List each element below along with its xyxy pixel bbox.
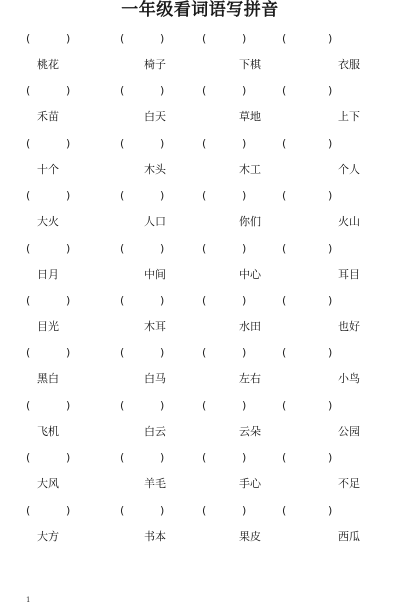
vocab-word: 黑白 xyxy=(37,372,59,386)
pinyin-blank-close: ) xyxy=(160,32,165,45)
vocab-word: 西瓜 xyxy=(338,529,360,543)
pinyin-blank-close: ) xyxy=(328,346,333,360)
pinyin-blank-close: ) xyxy=(66,241,71,255)
pinyin-blank-close: ) xyxy=(242,451,247,465)
pinyin-blank-open: ( xyxy=(282,398,287,412)
pinyin-blank-open: ( xyxy=(26,398,31,412)
pinyin-blank-open: ( xyxy=(202,398,207,412)
pinyin-blank-close: ) xyxy=(66,32,71,45)
vocab-word: 公园 xyxy=(338,424,360,438)
vocab-word: 禾苗 xyxy=(37,110,59,124)
pinyin-blank-open: ( xyxy=(202,136,207,150)
pinyin-blank-close: ) xyxy=(242,398,247,412)
pinyin-blank-close: ) xyxy=(328,84,333,98)
pinyin-blank-open: ( xyxy=(202,84,207,98)
pinyin-blank-close: ) xyxy=(328,451,333,465)
pinyin-blank-close: ) xyxy=(242,241,247,255)
pinyin-blank-close: ) xyxy=(160,346,165,360)
pinyin-blank-open: ( xyxy=(26,503,31,517)
vocab-word: 十个 xyxy=(37,162,59,176)
pinyin-blank-close: ) xyxy=(242,346,247,360)
vocab-word: 火山 xyxy=(338,215,360,229)
pinyin-blank-close: ) xyxy=(242,294,247,307)
pinyin-blank-close: ) xyxy=(242,84,247,98)
vocab-word: 也好 xyxy=(338,320,360,333)
pinyin-blank-close: ) xyxy=(328,241,333,255)
worksheet-row xyxy=(0,451,400,503)
pinyin-blank-close: ) xyxy=(242,32,247,45)
pinyin-blank-close: ) xyxy=(160,189,165,203)
worksheet-row xyxy=(0,504,400,556)
pinyin-blank-open: ( xyxy=(202,346,207,360)
vocab-word: 草地 xyxy=(239,110,261,124)
vocab-word: 木耳 xyxy=(144,320,166,333)
worksheet-row xyxy=(0,32,400,84)
pinyin-blank-close: ) xyxy=(66,84,71,98)
pinyin-blank-close: ) xyxy=(160,451,165,465)
pinyin-blank-open: ( xyxy=(120,241,125,255)
pinyin-blank-open: ( xyxy=(282,451,287,465)
vocab-word: 目光 xyxy=(37,320,59,333)
pinyin-blank-close: ) xyxy=(66,398,71,412)
pinyin-blank-open: ( xyxy=(120,189,125,203)
pinyin-blank-close: ) xyxy=(328,189,333,203)
pinyin-blank-open: ( xyxy=(282,346,287,360)
vocab-word: 大风 xyxy=(37,477,59,491)
pinyin-blank-open: ( xyxy=(202,241,207,255)
vocab-word: 不足 xyxy=(338,477,360,491)
vocab-word: 云朵 xyxy=(239,424,261,438)
vocab-word: 大方 xyxy=(37,529,59,543)
pinyin-blank-open: ( xyxy=(26,84,31,98)
vocab-word: 木头 xyxy=(144,162,166,176)
vocab-word: 衣服 xyxy=(338,58,360,71)
pinyin-blank-close: ) xyxy=(328,294,333,307)
pinyin-blank-close: ) xyxy=(160,398,165,412)
pinyin-blank-close: ) xyxy=(242,136,247,150)
pinyin-blank-open: ( xyxy=(202,294,207,307)
pinyin-blank-open: ( xyxy=(26,241,31,255)
pinyin-blank-close: ) xyxy=(328,503,333,517)
vocab-word: 耳目 xyxy=(338,267,360,281)
worksheet-row xyxy=(0,399,400,451)
vocab-word: 水田 xyxy=(239,320,261,333)
vocab-word: 日月 xyxy=(37,267,59,281)
pinyin-blank-open: ( xyxy=(202,189,207,203)
pinyin-blank-open: ( xyxy=(26,294,31,307)
vocab-word: 小鸟 xyxy=(338,372,360,386)
vocab-word: 羊毛 xyxy=(144,477,166,491)
vocab-word: 下棋 xyxy=(239,58,261,71)
pinyin-blank-close: ) xyxy=(328,136,333,150)
pinyin-blank-open: ( xyxy=(282,189,287,203)
vocab-word: 大火 xyxy=(37,215,59,229)
vocab-word: 白云 xyxy=(144,424,166,438)
worksheet-row xyxy=(0,346,400,398)
pinyin-blank-open: ( xyxy=(26,189,31,203)
pinyin-blank-open: ( xyxy=(120,136,125,150)
pinyin-blank-open: ( xyxy=(202,451,207,465)
vocab-word: 中心 xyxy=(239,267,261,281)
pinyin-blank-close: ) xyxy=(242,189,247,203)
pinyin-blank-close: ) xyxy=(328,32,333,45)
pinyin-blank-close: ) xyxy=(328,398,333,412)
vocab-word: 人口 xyxy=(144,215,166,229)
pinyin-blank-open: ( xyxy=(120,32,125,45)
pinyin-blank-open: ( xyxy=(26,32,31,45)
pinyin-blank-close: ) xyxy=(160,294,165,307)
vocab-word: 书本 xyxy=(144,529,166,543)
pinyin-blank-close: ) xyxy=(160,136,165,150)
vocab-word: 白马 xyxy=(144,372,166,386)
vocab-word: 手心 xyxy=(239,477,261,491)
pinyin-blank-open: ( xyxy=(120,84,125,98)
worksheet-row xyxy=(0,189,400,241)
vocab-word: 桃花 xyxy=(37,58,59,71)
pinyin-blank-close: ) xyxy=(242,503,247,517)
vocab-word: 椅子 xyxy=(144,58,166,71)
worksheet-row xyxy=(0,137,400,189)
pinyin-blank-close: ) xyxy=(66,346,71,360)
pinyin-blank-open: ( xyxy=(282,84,287,98)
vocab-word: 飞机 xyxy=(37,424,59,438)
worksheet-row xyxy=(0,294,400,346)
pinyin-blank-open: ( xyxy=(282,294,287,307)
vocab-word: 木工 xyxy=(239,162,261,176)
pinyin-blank-open: ( xyxy=(202,32,207,45)
pinyin-blank-open: ( xyxy=(120,398,125,412)
vocab-word: 上下 xyxy=(338,110,360,124)
pinyin-blank-open: ( xyxy=(26,346,31,360)
pinyin-blank-close: ) xyxy=(160,84,165,98)
vocab-word: 个人 xyxy=(338,162,360,176)
pinyin-blank-close: ) xyxy=(160,503,165,517)
pinyin-blank-open: ( xyxy=(282,241,287,255)
pinyin-blank-close: ) xyxy=(66,189,71,203)
vocab-word: 白天 xyxy=(144,110,166,124)
page-title: 一年级看词语写拼音 xyxy=(121,0,279,20)
pinyin-blank-close: ) xyxy=(160,241,165,255)
pinyin-blank-close: ) xyxy=(66,294,71,307)
vocab-word: 你们 xyxy=(239,215,261,229)
pinyin-blank-open: ( xyxy=(282,136,287,150)
pinyin-blank-open: ( xyxy=(120,294,125,307)
pinyin-blank-open: ( xyxy=(26,136,31,150)
pinyin-blank-open: ( xyxy=(120,451,125,465)
page-number: 1 xyxy=(26,596,31,604)
pinyin-blank-open: ( xyxy=(282,32,287,45)
pinyin-blank-open: ( xyxy=(202,503,207,517)
pinyin-blank-open: ( xyxy=(282,503,287,517)
vocab-word: 左右 xyxy=(239,372,261,386)
pinyin-blank-close: ) xyxy=(66,503,71,517)
pinyin-blank-open: ( xyxy=(120,503,125,517)
worksheet-row xyxy=(0,242,400,294)
pinyin-blank-close: ) xyxy=(66,136,71,150)
vocab-word: 中间 xyxy=(144,267,166,281)
pinyin-blank-open: ( xyxy=(120,346,125,360)
vocab-word: 果皮 xyxy=(239,529,261,543)
pinyin-blank-open: ( xyxy=(26,451,31,465)
pinyin-blank-close: ) xyxy=(66,451,71,465)
worksheet-row xyxy=(0,84,400,136)
